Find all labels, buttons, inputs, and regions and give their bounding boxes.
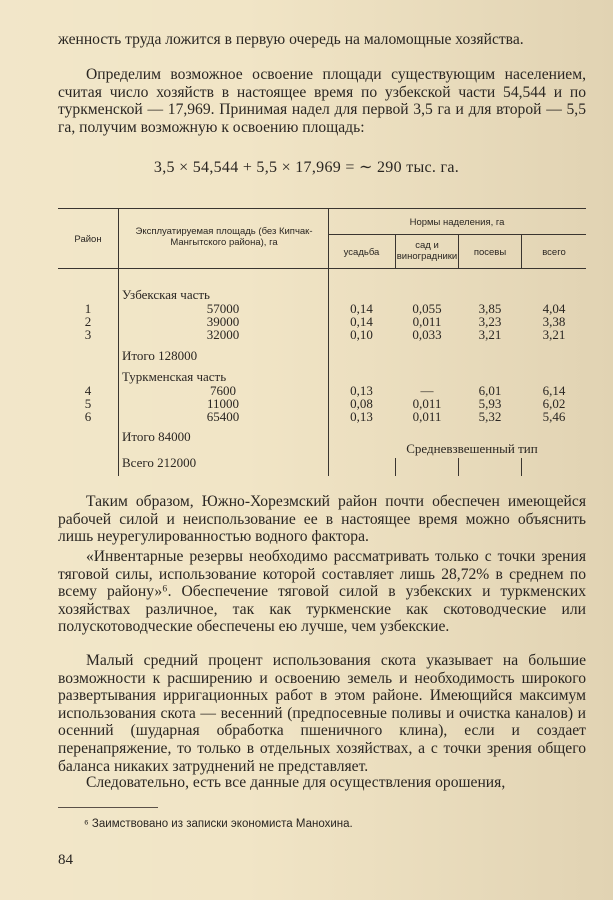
row-posevy: 3,85	[478, 301, 502, 316]
table-col-divider	[521, 458, 522, 476]
row-usadba: 0,14	[350, 314, 373, 329]
uzbek-section-title: Узбекская часть	[122, 287, 210, 302]
allotment-table	[58, 208, 586, 476]
footnote-rule	[58, 807, 158, 808]
row-sad: —	[420, 383, 434, 398]
header-norms: Нормы наделения, га	[409, 217, 505, 228]
row-area: 32000	[206, 327, 240, 342]
table-rule-top	[58, 208, 586, 209]
row-posevy: 3,21	[478, 327, 502, 342]
paragraph-quote: «Инвентарные резервы необходимо рассматривать только с точки зрения тяговой силы, использование которой составляет лишь 28,72% в среднем по всему району»⁶. Обеспечение тяговой силой в узбекских и туркменских хозяйствах различное, так как туркменские как скотоводческие или полускотоводческие обеспечены ею лучше, чем узбекские.	[58, 548, 586, 636]
row-number: 5	[84, 396, 92, 411]
row-number: 3	[84, 327, 92, 342]
row-vsego: 3,21	[542, 327, 566, 342]
weighted-average-label: Средневзвешенный тип	[406, 441, 538, 456]
row-area: 65400	[206, 409, 240, 424]
table-rule-subheader	[328, 234, 586, 235]
row-vsego: 6,14	[542, 383, 566, 398]
header-area: Эксплуатируемая площадь (без Кипчак-Мангытского района), га	[135, 226, 313, 248]
row-vsego: 4,04	[542, 301, 566, 316]
row-number: 4	[84, 383, 92, 398]
row-posevy: 5,93	[478, 396, 502, 411]
uzbek-total: Итого 128000	[122, 348, 198, 363]
paragraph-livestock: Малый средний процент использования скота указывает на большие возможности к расширению и освоению земель и необходимость широкого развертывания ирригационных работ в этом районе. Имеющийся максимум использования скота — весенний (предпосевные поливы и очистка каналов) и осенний (шударная обработка пшеничного клина), если и создает перенапряжение, то только в отдельных хозяйствах, а с точки зрения общего баланса никаких затруднений не представляет.	[58, 652, 586, 775]
page-number: 84	[58, 852, 73, 868]
table-rule-header	[58, 268, 586, 269]
formula: 3,5 × 54,544 + 5,5 × 17,969 = ∼ 290 тыс. га.	[153, 159, 460, 176]
row-number: 6	[84, 409, 92, 424]
paragraph-settlement: Определим возможное освоение площади существующим населением, считая число хозяйств в настоящее время по узбекской части 54,544 и по туркменской — 17,969. Принимая надел для первой 3,5 га и для второй — 5,5 га, получим возможную к освоению площадь:	[58, 66, 586, 136]
row-posevy: 5,32	[478, 409, 502, 424]
turkmen-section-title: Туркменская часть	[122, 369, 227, 384]
row-usadba: 0,10	[350, 327, 373, 342]
row-vsego: 3,38	[542, 314, 566, 329]
row-number: 2	[84, 314, 92, 329]
table-col-divider	[458, 458, 459, 476]
footnote: ⁶ Заимствовано из записки экономиста Манохина.	[84, 818, 353, 830]
grand-total: Всего 212000	[122, 455, 197, 470]
header-usadba: усадьба	[343, 247, 380, 258]
row-number: 1	[84, 301, 92, 316]
row-sad: 0,011	[412, 409, 442, 424]
table-col-divider	[118, 208, 119, 476]
header-vsego: всего	[542, 247, 566, 258]
row-usadba: 0,13	[350, 383, 373, 398]
row-usadba: 0,14	[350, 301, 373, 316]
row-vsego: 6,02	[542, 396, 566, 411]
row-sad: 0,055	[412, 301, 442, 316]
paragraph-continuation: женность труда ложится в первую очередь на маломощные хозяйства.	[58, 31, 524, 48]
row-area: 11000	[206, 396, 240, 411]
header-sad: сад и виноградники	[396, 240, 458, 262]
row-usadba: 0,13	[350, 409, 373, 424]
row-sad: 0,033	[412, 327, 442, 342]
row-posevy: 6,01	[478, 383, 502, 398]
row-area: 57000	[206, 301, 240, 316]
header-rayon: Район	[74, 234, 102, 245]
paragraph-final: Следовательно, есть все данные для осуществления орошения,	[86, 774, 506, 791]
row-sad: 0,011	[412, 396, 442, 411]
row-posevy: 3,23	[478, 314, 502, 329]
row-usadba: 0,08	[350, 396, 373, 411]
row-area: 7600	[210, 383, 236, 398]
turkmen-total: Итого 84000	[122, 429, 191, 444]
row-sad: 0,011	[412, 314, 442, 329]
paragraph-conclusion: Таким образом, Южно-Хорезмский район почти обеспечен имеющейся рабочей силой и неиспользование ее в настоящее время можно объяснить лишь неурегулированностью водного фактора.	[58, 493, 586, 546]
header-posevy: посевы	[473, 247, 507, 258]
table-col-divider	[395, 458, 396, 476]
row-area: 39000	[206, 314, 240, 329]
row-vsego: 5,46	[542, 409, 566, 424]
